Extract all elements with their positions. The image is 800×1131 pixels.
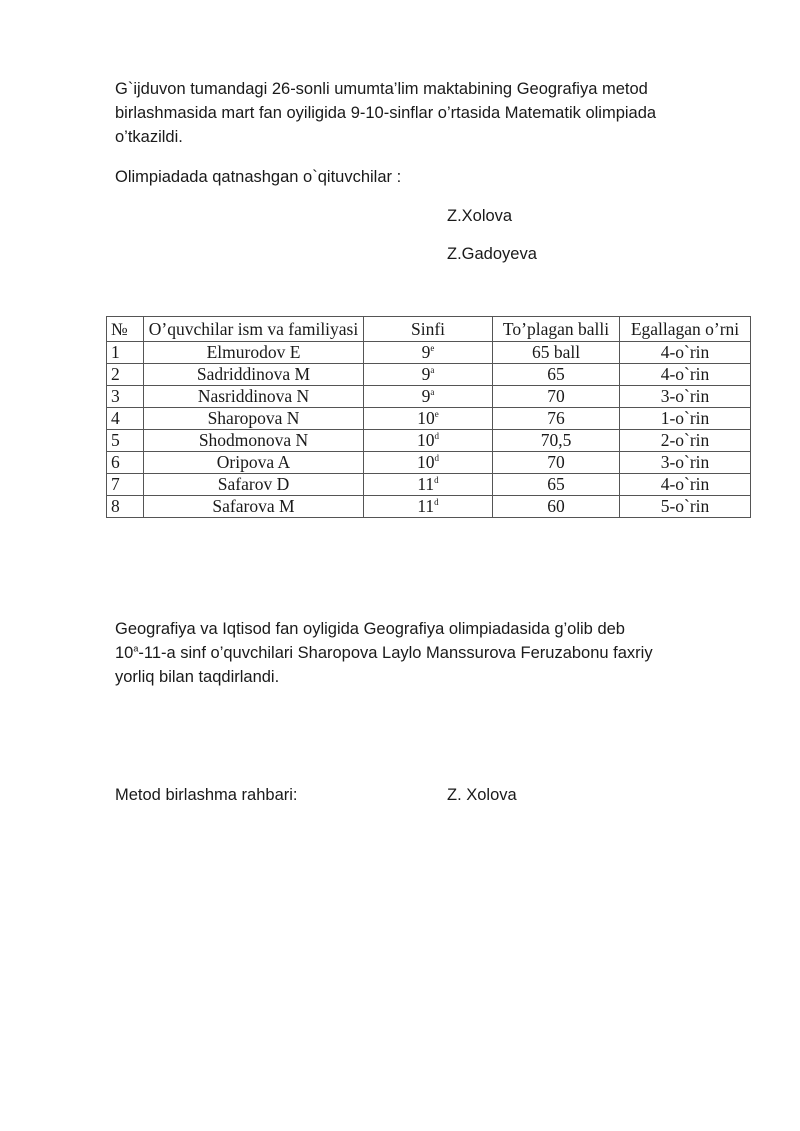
student-name: Sadriddinova M xyxy=(144,364,364,386)
student-place: 4-o`rin xyxy=(620,342,751,364)
student-class: 10e xyxy=(364,408,493,430)
award-line-3: yorliq bilan taqdirlandi. xyxy=(115,668,280,686)
row-num: 2 xyxy=(107,364,144,386)
student-name: Nasriddinova N xyxy=(144,386,364,408)
table-header-row xyxy=(107,317,751,342)
student-class: 11$^d$ xyxy=(364,496,493,518)
student-class: 11$^d$ xyxy=(364,474,493,496)
student-score: 60 xyxy=(493,496,620,518)
row-num: 5 xyxy=(107,430,144,452)
student-score: 65 xyxy=(493,364,620,386)
intro-paragraph xyxy=(115,77,715,149)
header-num: № xyxy=(107,317,144,342)
table-row xyxy=(107,430,751,452)
student-name: Shodmonova N xyxy=(144,430,364,452)
intro-line-2: birlashmasida mart fan oyiligida 9-10-sinflar o’rtasida Matematik olimpiada xyxy=(115,104,657,122)
signature-label: Metod birlashma rahbari: xyxy=(115,786,298,804)
student-place: 4-o`rin xyxy=(620,364,751,386)
table-row xyxy=(107,364,751,386)
table-row xyxy=(107,386,751,408)
award-line-1: Geografiya va Iqtisod fan oyligida Geografiya olimpiadasida g’olib deb xyxy=(115,620,625,638)
student-score: 70,5 xyxy=(493,430,620,452)
teacher-name-1: Z.Xolova xyxy=(447,207,513,225)
row-num: 4 xyxy=(107,408,144,430)
header-name: O’quvchilar ism va familiyasi xyxy=(144,317,364,342)
table-row xyxy=(107,496,751,518)
award-paragraph xyxy=(115,617,715,689)
student-score: 65 xyxy=(493,474,620,496)
student-place: 3-o`rin xyxy=(620,386,751,408)
intro-line-3: o’tkazildi. xyxy=(115,128,183,146)
row-num: 8 xyxy=(107,496,144,518)
student-place: 3-o`rin xyxy=(620,452,751,474)
results-table xyxy=(106,316,751,518)
teachers-label: Olimpiadada qatnashgan o`qituvchilar : xyxy=(115,168,402,186)
student-class: 10$^d$ xyxy=(364,430,493,452)
student-class: 9$^a$ xyxy=(364,386,493,408)
student-class: 9e xyxy=(364,342,493,364)
row-num: 3 xyxy=(107,386,144,408)
header-class: Sinfi xyxy=(364,317,493,342)
student-name: Safarova M xyxy=(144,496,364,518)
table-row xyxy=(107,342,751,364)
student-score: 70 xyxy=(493,452,620,474)
student-name: Oripova A xyxy=(144,452,364,474)
row-num: 7 xyxy=(107,474,144,496)
teacher-name-2: Z.Gadoyeva xyxy=(447,245,537,263)
student-score: 70 xyxy=(493,386,620,408)
signature-name: Z. Xolova xyxy=(447,786,517,804)
header-score: To’plagan balli xyxy=(493,317,620,342)
student-place: 1-o`rin xyxy=(620,408,751,430)
intro-line-1: G`ijduvon tumandagi 26-sonli umumta’lim maktabining Geografiya metod xyxy=(115,80,648,98)
student-place: 2-o`rin xyxy=(620,430,751,452)
row-num: 1 xyxy=(107,342,144,364)
student-name: Safarov D xyxy=(144,474,364,496)
student-name: Sharopova N xyxy=(144,408,364,430)
student-score: 65 ball xyxy=(493,342,620,364)
student-name: Elmurodov E xyxy=(144,342,364,364)
table-row xyxy=(107,408,751,430)
student-score: 76 xyxy=(493,408,620,430)
award-line-2: 10$^a$-11-a sinf o’quvchilari Sharopova Laylo Manssurova Feruzabonu faxriy xyxy=(115,643,653,662)
student-place: 5-o`rin xyxy=(620,496,751,518)
student-class: 9$^a$ xyxy=(364,364,493,386)
student-place: 4-o`rin xyxy=(620,474,751,496)
row-num: 6 xyxy=(107,452,144,474)
table-row xyxy=(107,474,751,496)
header-place: Egallagan o’rni xyxy=(620,317,751,342)
table-row xyxy=(107,452,751,474)
student-class: 10$^d$ xyxy=(364,452,493,474)
